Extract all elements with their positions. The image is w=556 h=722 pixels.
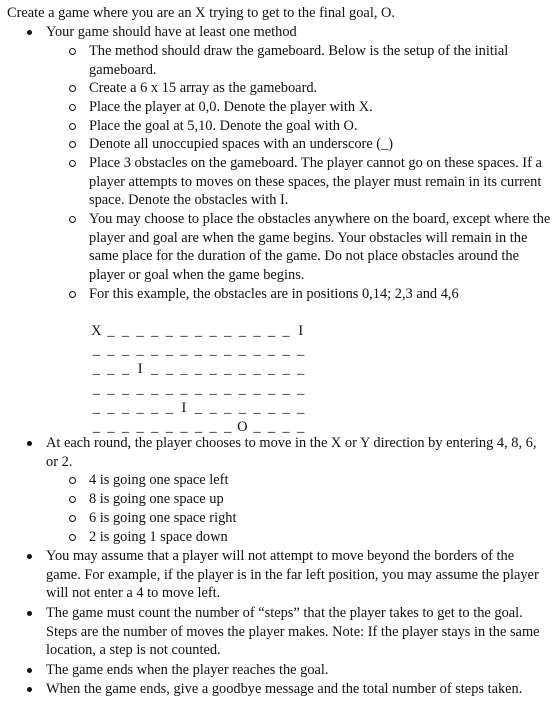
gameboard-cell: _ xyxy=(92,342,100,359)
gameboard-cell: _ xyxy=(165,323,173,339)
gameboard-cell: _ xyxy=(282,361,290,378)
gameboard-cell: _ xyxy=(151,361,159,378)
sub-bullet-circle xyxy=(69,216,76,223)
bullet-dot xyxy=(27,611,32,616)
method-item-text: Place 3 obstacles on the gameboard. The player cannot go on these spaces. If a player attempts to moves on these spaces, the player must remain in its current space. Denote the obstacles with I. xyxy=(89,155,542,209)
gameboard-cell: _ xyxy=(267,419,276,435)
direction-item xyxy=(89,509,554,528)
method-item xyxy=(89,285,554,304)
method-item xyxy=(89,79,554,98)
gameboard-cell: _ xyxy=(224,323,232,339)
gameboard-cell: _ xyxy=(92,380,100,397)
gameboard-cell: _ xyxy=(194,342,203,359)
gameboard-cell: _ xyxy=(224,399,232,416)
bullet-steps xyxy=(46,604,551,660)
sub-bullet-circle xyxy=(69,160,76,167)
gameboard-cell: _ xyxy=(238,342,246,359)
gameboard-cell: _ xyxy=(165,342,173,359)
gameboard-cell: _ xyxy=(194,361,203,378)
gameboard-cell: _ xyxy=(253,380,261,397)
method-item-text: Place the player at 0,0. Denote the player with X. xyxy=(89,99,373,115)
bullet-round xyxy=(46,434,551,471)
gameboard-cell: _ xyxy=(282,323,290,339)
gameboard-cell: _ xyxy=(297,342,305,359)
sub-bullet-circle xyxy=(69,85,76,92)
method-item xyxy=(89,154,554,210)
gameboard-cell: _ xyxy=(253,419,261,435)
method-item-text: For this example, the obstacles are in positions 0,14; 2,3 and 4,6 xyxy=(89,286,459,302)
gameboard-cell: _ xyxy=(194,399,203,416)
method-item-text: Place the goal at 5,10. Denote the goal with O. xyxy=(89,118,358,134)
gameboard-cell: X xyxy=(91,323,102,339)
gameboard-cell: _ xyxy=(267,399,276,416)
gameboard-cell: _ xyxy=(165,361,173,378)
direction-item-text: 2 is going 1 space down xyxy=(89,529,228,545)
gameboard-cell: _ xyxy=(107,380,115,397)
gameboard-cell: _ xyxy=(224,342,232,359)
gameboard-cell: I xyxy=(298,323,304,339)
gameboard-cell: _ xyxy=(107,399,115,416)
gameboard-cell: _ xyxy=(92,399,100,416)
gameboard-cell: _ xyxy=(107,323,115,339)
gameboard-cell: _ xyxy=(267,361,276,378)
bullet-text: The game ends when the player reaches the goal. xyxy=(46,662,329,678)
gameboard-cell: _ xyxy=(267,342,276,359)
gameboard-cell: _ xyxy=(238,361,246,378)
gameboard-cell: _ xyxy=(121,399,130,416)
bullet-text: When the game ends, give a goodbye message and the total number of steps taken. xyxy=(46,681,523,697)
method-item xyxy=(89,210,554,284)
sub-bullet-circle xyxy=(69,534,76,541)
direction-item xyxy=(89,471,554,490)
direction-item xyxy=(89,528,554,547)
gameboard-cell: _ xyxy=(282,342,290,359)
method-item-text: Create a 6 x 15 array as the gameboard. xyxy=(89,80,318,96)
bullet-dot xyxy=(27,441,32,446)
bullet-text: Your game should have at least one method xyxy=(46,24,297,40)
bullet-game-ends xyxy=(46,661,551,680)
gameboard-cell: _ xyxy=(136,380,144,397)
gameboard-cell: _ xyxy=(282,399,290,416)
method-item-text: You may choose to place the obstacles anywhere on the board, except where the player and goal are when the game begins. Your obstacles will remain in the same place for the duration of the game. Do not place obstacles around the player or goal when the game begins. xyxy=(89,211,551,283)
gameboard-cell: _ xyxy=(297,419,305,435)
gameboard-cell: _ xyxy=(136,342,144,359)
gameboard-cell: I xyxy=(137,361,143,378)
gameboard-cell: _ xyxy=(194,419,203,435)
gameboard-cell: _ xyxy=(194,323,203,339)
bullet-dot xyxy=(27,30,32,35)
gameboard-cell: _ xyxy=(224,419,232,435)
bullet-assumption xyxy=(46,547,551,603)
gameboard-cell: _ xyxy=(209,323,217,339)
sub-bullet-circle xyxy=(69,496,76,503)
gameboard-cell: _ xyxy=(121,323,130,339)
gameboard-cell: _ xyxy=(209,399,217,416)
gameboard-cell: _ xyxy=(165,419,173,435)
sub-bullet-circle xyxy=(69,515,76,522)
gameboard-cell: _ xyxy=(92,419,100,435)
gameboard-cell: _ xyxy=(253,361,261,378)
sub-bullet-circle xyxy=(69,48,76,55)
method-item xyxy=(89,98,554,117)
method-item-text: Denote all unoccupied spaces with an underscore (_) xyxy=(89,136,394,152)
gameboard-cell: _ xyxy=(165,380,173,397)
bullet-text: You may assume that a player will not attempt to move beyond the borders of the game. For example, if the player is in the far left position, you may assume the player will not enter a 4 to move left. xyxy=(46,548,539,602)
gameboard-cell: _ xyxy=(165,399,173,416)
gameboard-cell: _ xyxy=(224,380,232,397)
bullet-goodbye xyxy=(46,680,551,699)
gameboard-cell: _ xyxy=(209,361,217,378)
gameboard-cell: _ xyxy=(282,380,290,397)
gameboard-cell: _ xyxy=(180,323,188,339)
gameboard-cell: _ xyxy=(136,323,144,339)
gameboard-cell: _ xyxy=(121,361,130,378)
gameboard-cell: I xyxy=(181,399,187,416)
gameboard-cell: _ xyxy=(151,342,159,359)
direction-item xyxy=(89,490,554,509)
bullet-method xyxy=(46,23,551,42)
direction-item-text: 4 is going one space left xyxy=(89,472,229,488)
gameboard-cell: _ xyxy=(92,361,100,378)
bullet-dot xyxy=(27,554,32,559)
gameboard-cell: _ xyxy=(136,419,144,435)
method-item xyxy=(89,42,554,79)
gameboard-cell: O xyxy=(237,419,248,435)
gameboard-cell: _ xyxy=(151,380,159,397)
sub-bullet-circle xyxy=(69,291,76,298)
gameboard-cell: _ xyxy=(107,361,115,378)
gameboard-cell: _ xyxy=(209,342,217,359)
gameboard-cell: _ xyxy=(253,399,261,416)
gameboard-cell: _ xyxy=(194,380,203,397)
method-item-text: The method should draw the gameboard. Below is the setup of the initial gameboard. xyxy=(89,43,509,78)
bullet-text: At each round, the player chooses to move in the X or Y direction by entering 4, 8, 6, or 2. xyxy=(46,435,537,470)
gameboard-cell: _ xyxy=(180,380,188,397)
direction-item-text: 8 is going one space up xyxy=(89,491,224,507)
gameboard-cell: _ xyxy=(253,323,261,339)
gameboard-cell: _ xyxy=(107,419,115,435)
gameboard-cell: _ xyxy=(282,419,290,435)
gameboard-cell: _ xyxy=(151,323,159,339)
gameboard-cell: _ xyxy=(151,419,159,435)
sub-bullet-circle xyxy=(69,141,76,148)
gameboard-cell: _ xyxy=(107,342,115,359)
sub-bullet-circle xyxy=(69,477,76,484)
gameboard-cell: _ xyxy=(297,399,305,416)
gameboard-cell: _ xyxy=(267,323,276,339)
gameboard-cell: _ xyxy=(180,342,188,359)
gameboard-cell: _ xyxy=(121,342,130,359)
gameboard-cell: _ xyxy=(121,419,130,435)
bullet-dot xyxy=(27,668,32,673)
gameboard-cell: _ xyxy=(224,361,232,378)
gameboard-cell: _ xyxy=(136,399,144,416)
gameboard-cell: _ xyxy=(180,361,188,378)
gameboard-cell: _ xyxy=(297,361,305,378)
gameboard-cell: _ xyxy=(121,380,130,397)
gameboard-cell: _ xyxy=(238,323,246,339)
bullet-text: The game must count the number of “steps” that the player takes to get to the goal. Steps are the number of moves the player makes. Note: If the player stays in the same location, a step is not counted. xyxy=(46,605,540,659)
intro-text: Create a game where you are an X trying to get to the final goal, O. xyxy=(7,5,396,21)
method-item xyxy=(89,135,554,154)
gameboard-cell: _ xyxy=(253,342,261,359)
gameboard-cell: _ xyxy=(297,380,305,397)
gameboard-cell: _ xyxy=(238,399,246,416)
method-item xyxy=(89,117,554,136)
bullet-dot xyxy=(27,687,32,692)
direction-item-text: 6 is going one space right xyxy=(89,510,237,526)
gameboard-cell: _ xyxy=(209,380,217,397)
gameboard-cell: _ xyxy=(238,380,246,397)
gameboard-cell: _ xyxy=(180,419,188,435)
gameboard-cell: _ xyxy=(267,380,276,397)
sub-bullet-circle xyxy=(69,104,76,111)
gameboard-cell: _ xyxy=(209,419,217,435)
sub-bullet-circle xyxy=(69,123,76,130)
gameboard-cell: _ xyxy=(151,399,159,416)
